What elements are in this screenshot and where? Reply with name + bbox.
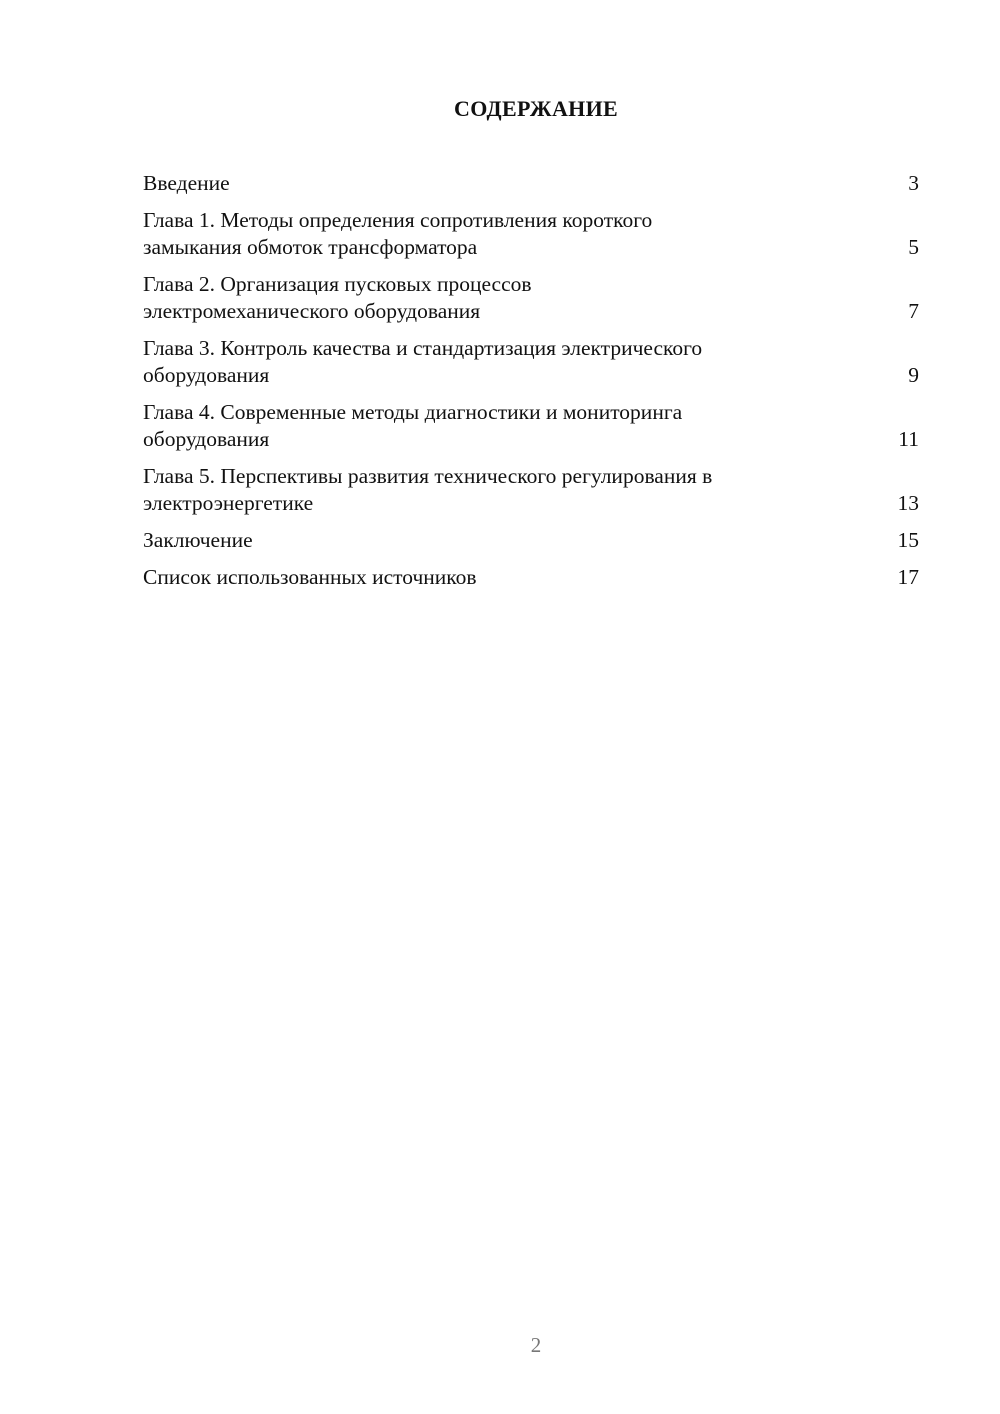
toc-entry-line: электроэнергетике xyxy=(143,491,314,515)
toc-entry-chapter-1 xyxy=(143,207,919,261)
toc-entry-page: 5 xyxy=(908,235,919,259)
toc-entry-line: оборудования xyxy=(143,363,270,387)
toc-entry-text xyxy=(143,527,253,554)
toc-entry-text xyxy=(143,271,532,325)
toc-entry-line: оборудования xyxy=(143,427,270,451)
toc-entry-conclusion xyxy=(143,527,919,554)
toc-entry-line: Глава 4. Современные методы диагностики и мониторинга xyxy=(143,400,683,424)
toc-entry-text xyxy=(143,170,230,197)
toc-entry-chapter-4 xyxy=(143,399,919,453)
toc-entry-text xyxy=(143,207,652,261)
toc-entry-line: Глава 1. Методы определения сопротивления короткого xyxy=(143,208,653,232)
toc-entry-text xyxy=(143,463,712,517)
toc-entry-line: Введение xyxy=(143,171,230,195)
toc-entry-line: электромеханического оборудования xyxy=(143,299,481,323)
page-title: СОДЕРЖАНИЕ xyxy=(454,96,618,121)
toc-entry-line: Глава 5. Перспективы развития технического регулирования в xyxy=(143,464,713,488)
toc-entry-line: Заключение xyxy=(143,528,253,552)
toc-entry-page: 13 xyxy=(897,491,919,515)
toc-entry-line: Список использованных источников xyxy=(143,565,477,589)
toc-entry-line: Глава 2. Организация пусковых процессов xyxy=(143,272,532,296)
toc-entry-page: 7 xyxy=(908,299,919,323)
toc-entry-page: 9 xyxy=(908,363,919,387)
toc-entry-line: замыкания обмоток трансформатора xyxy=(143,235,478,259)
toc-entry-page: 11 xyxy=(898,427,919,451)
toc-entry-text xyxy=(143,399,682,453)
toc-entry-chapter-3 xyxy=(143,335,919,389)
toc-entry-page: 3 xyxy=(908,171,919,195)
table-of-contents xyxy=(143,170,919,601)
toc-entry-text xyxy=(143,564,477,591)
page-number: 2 xyxy=(530,1333,542,1357)
toc-entry-page: 17 xyxy=(897,565,919,589)
toc-entry-chapter-2 xyxy=(143,271,919,325)
toc-entry-page: 15 xyxy=(897,528,919,552)
toc-entry-chapter-5 xyxy=(143,463,919,517)
toc-entry-introduction xyxy=(143,170,919,197)
toc-entry-references xyxy=(143,564,919,591)
toc-entry-line: Глава 3. Контроль качества и стандартизация электрического xyxy=(143,336,703,360)
toc-entry-text xyxy=(143,335,702,389)
